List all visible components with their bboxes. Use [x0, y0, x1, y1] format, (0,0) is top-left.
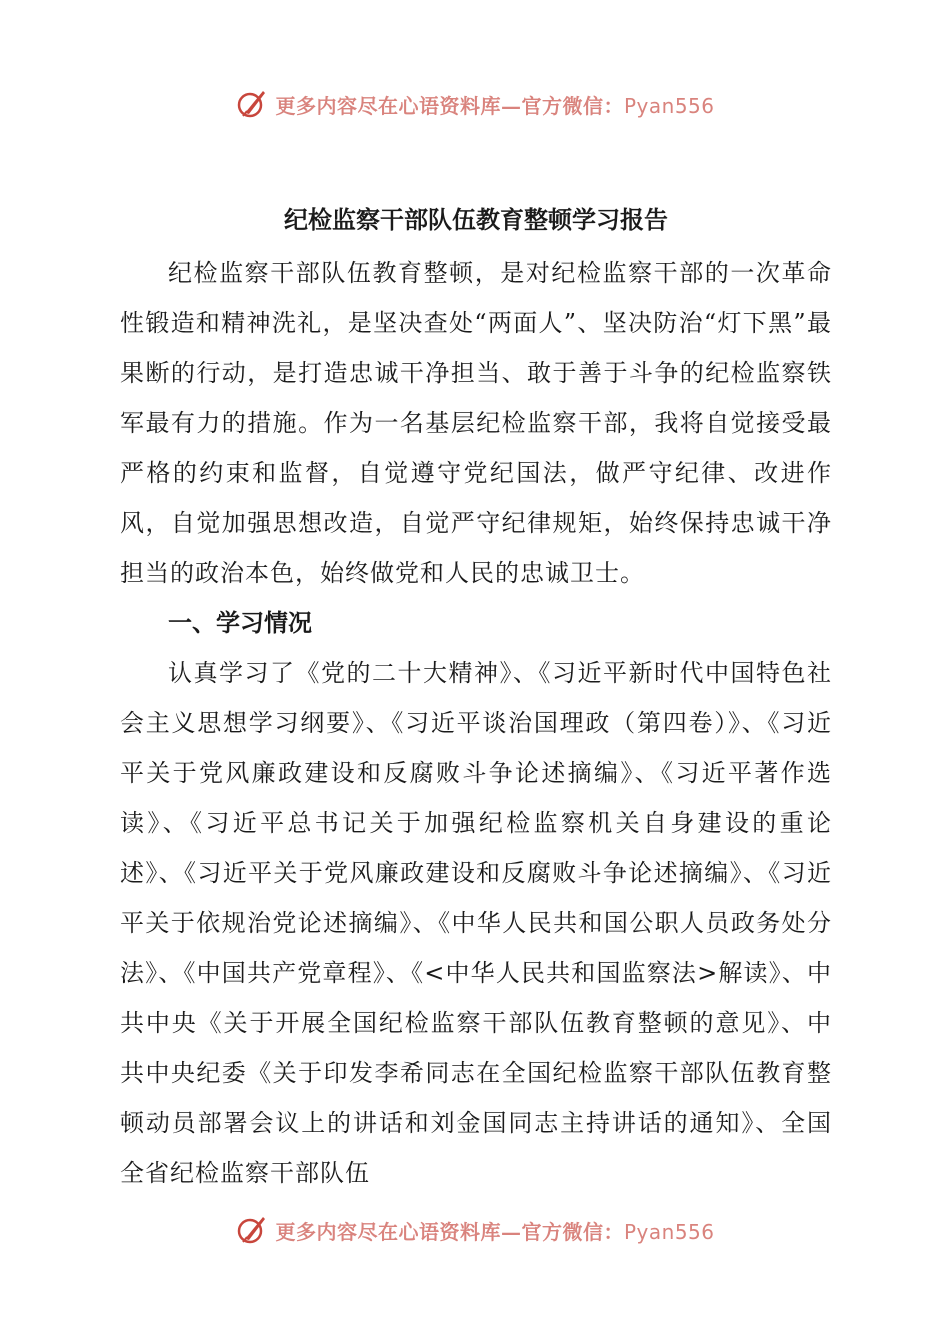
quill-pen-logo-icon [235, 1213, 269, 1247]
quill-pen-logo-icon [235, 87, 269, 121]
watermark-footer [0, 1210, 950, 1250]
intro-paragraph: 纪检监察干部队伍教育整顿，是对纪检监察干部的一次革命性锻造和精神洗礼，是坚决查处“两面人”、坚决防治“灯下黑”最果断的行动，是打造忠诚干净担当、敢于善于斗争的纪检监察铁军最有力的措施。作为一名基层纪检监察干部，我将自觉接受最严格的约束和监督，自觉遵守党纪国法，做严守纪律、改进作风，自觉加强思想改造，自觉严守纪律规矩，始终保持忠诚干净担当的政治本色，始终做党和人民的忠诚卫士。 [120, 259, 832, 587]
watermark-text: 更多内容尽在心语资料库—官方微信：Pyan556 [275, 93, 715, 118]
section-heading: 一、学习情况 [168, 609, 312, 637]
section-paragraph: 认真学习了《党的二十大精神》、《习近平新时代中国特色社会主义思想学习纲要》、《习近平谈治国理政（第四卷）》、《习近平关于党风廉政建设和反腐败斗争论述摘编》、《习近平著作选读》、《习近平总书记关于加强纪检监察机关自身建设的重论述》、《习近平关于党风廉政建设和反腐败斗争论述摘编》、《习近平关于依规治党论述摘编》、《中华人民共和国公职人员政务处分法》、《中国共产党章程》、《<中华人民共和国监察法>解读》、中共中央《关于开展全国纪检监察干部队伍教育整顿的意见》、中共中央纪委《关于印发李希同志在全国纪检监察干部队伍教育整顿动员部署会议上的讲话和刘金国同志主持讲话的通知》、全国全省纪检监察干部队伍 [120, 659, 832, 1187]
watermark-header [0, 84, 950, 124]
document-title: 纪检监察干部队伍教育整顿学习报告 [284, 206, 668, 234]
watermark-text: 更多内容尽在心语资料库—官方微信：Pyan556 [275, 1219, 715, 1244]
document-page [120, 196, 832, 1198]
